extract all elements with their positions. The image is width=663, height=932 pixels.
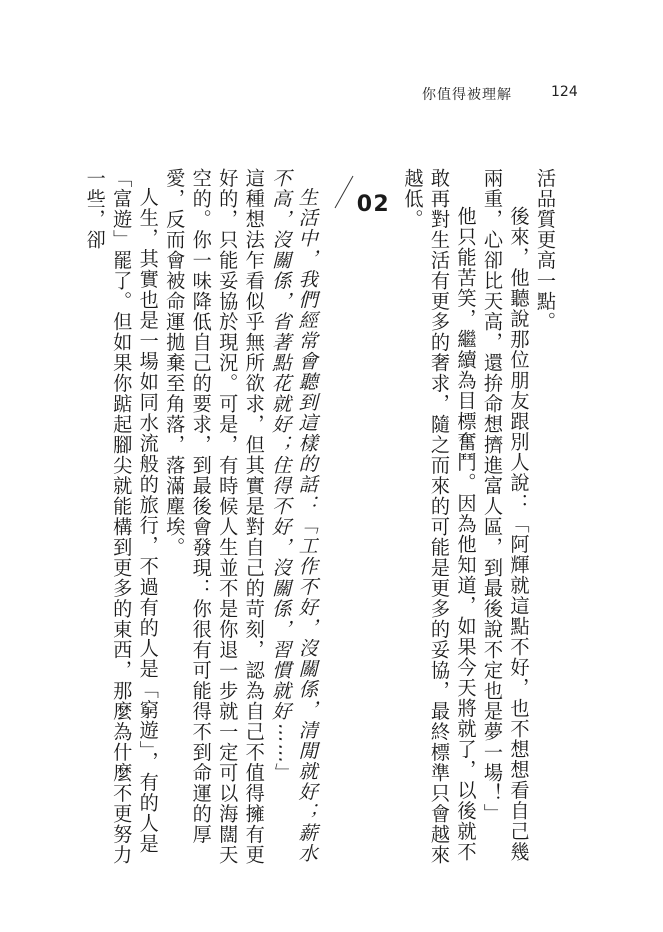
section-number: 02: [356, 192, 390, 217]
paragraph: 人生，其實也是一場如同水流般的旅行，不過有的人是「窮遊」，有的人是「富遊」罷了。但如果你踮起腳尖就能構到更多的東西，那麼為什麼不更努力一些，卻: [83, 168, 160, 865]
page-header: [0, 84, 663, 106]
paragraph: 這種想法乍看似乎無所欲求，但其實是對自己的苛刻，認為自己不值得擁有更好的，只能妥協於現況。可是，有時候人生並不是你退一步就一定可以海闊天空的。你一味降低自己的要求，到最後會發現：你很有可能得不到命運的厚愛，反而會被命運拋棄至角落，落滿塵埃。: [163, 168, 266, 865]
section-slash-icon: [331, 172, 357, 212]
paragraph: 生活中，我們經常會聽到這樣的話：「工作不好，沒關係，清閒就好；薪水不高，沒關係，省著點花就好；住得不好，沒關係，習慣就好⋯⋯」: [269, 168, 319, 864]
paragraph: 後來，他聽說那位朋友跟別人說：「阿輝就這點不好，也不想想看自己幾兩重，心卻比天高，還拚命想擠進富人區，到最後說不定也是夢一場！」: [481, 168, 531, 863]
paragraph: 活品質更高一點。: [534, 168, 557, 332]
vertical-body-text: [81, 168, 558, 868]
page-number: 124: [551, 84, 578, 100]
section-marker: [331, 168, 390, 868]
running-title: 你值得被理解: [422, 87, 512, 103]
paragraph: 他只能苦笑，繼續為目標奮鬥。因為他知道，如果今天將就了，以後就不敢再對生活有更多的奢求，隨之而來的可能是更多的妥協，最終標準只會越來越低。: [401, 168, 478, 865]
